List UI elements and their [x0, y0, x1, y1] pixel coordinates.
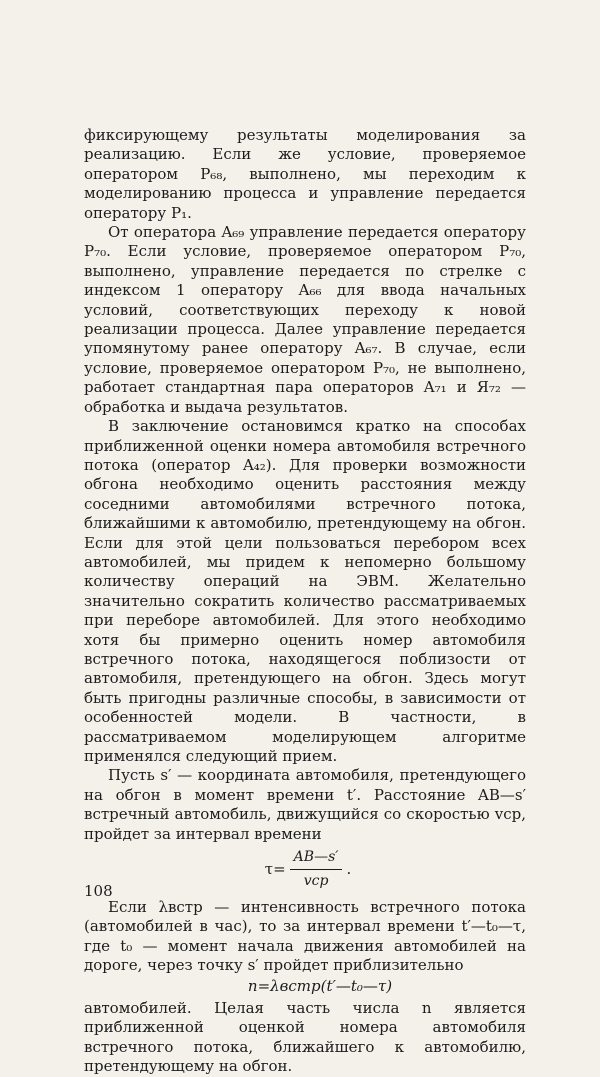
formula-tau-period: . — [346, 860, 352, 879]
paragraph-2: От оператора A₆₉ управление передается оператору P₇₀. Если условие, проверяемое оператором P₇₀, выполнено, управление передается по стрелке с индексом 1 оператору A₆₆ для ввода начальных условий, соответствующих переходу к новой реализации процесса. Далее управление передается упомянутому ранее оператору A₆₇. В случае, если условие, проверяемое оператором P₇₀, не выполнено, работает стандартная пара операторов A₇₁ и Я₇₂ — обработка и выдача результатов. — [84, 223, 526, 416]
formula-tau — [84, 848, 526, 892]
formula-tau-fraction — [290, 848, 343, 892]
paragraph-4: Пусть s′ — координата автомобиля, претендующего на обгон в момент времени t′. Расстояние AB—s′ встречный автомобиль, движущийся со скоростью vср, пройдет за интервал времени — [84, 766, 526, 843]
paragraph-6: автомобилей. Целая часть числа n является приближенной оценкой номера автомобиля встречного потока, ближайшего к автомобилю, претендующему на обгон. — [84, 998, 526, 1076]
paragraph-3: В заключение остановимся кратко на способах приближенной оценки номера автомобиля встречного потока (оператор A₄₂). Для проверки возможности обгона необходимо оценить расстояния между соседними автомобилями встречного потока, ближайшими к автомобилю, претендующему на обгон. Если для этой цели пользоваться перебором всех автомобилей, мы придем к непомерно большому количеству операций на ЭВМ. Желательно значительно сократить количество рассматриваемых при переборе автомобилей. Для этого необходимо хотя бы примерно оценить номер автомобиля встречного потока, находящегося поблизости от автомобиля, претендующего на обгон. Здесь могут быть пригодны различные способы, в зависимости от особенностей модели. В частности, в рассматриваемом моделирующем алгоритме применялся следующий прием. — [84, 417, 526, 765]
formula-n: n=λвстр(t′—t₀—τ) — [247, 977, 393, 996]
paragraph-5: Если λвстр — интенсивность встречного потока (автомобилей в час), то за интервал времени t′—t₀—τ, где t₀ — момент начала движения автомобилей на дороге, через точку s′ пройдет приблизительно — [84, 897, 526, 975]
formula-tau-lhs: τ — [264, 860, 274, 879]
body-text — [84, 126, 526, 1077]
formula-tau-equals: = — [273, 860, 286, 879]
formula-tau-numerator: AB—s′ — [290, 848, 343, 870]
page-number: 108 — [84, 882, 113, 900]
paragraph-1: фиксирующему результаты моделирования за реализацию. Если же условие, проверяемое оператором P₆₈, выполнено, мы переходим к моделированию процесса и управление передается оператору P₁. — [84, 126, 526, 222]
formula-tau-denominator: vср — [303, 873, 329, 890]
